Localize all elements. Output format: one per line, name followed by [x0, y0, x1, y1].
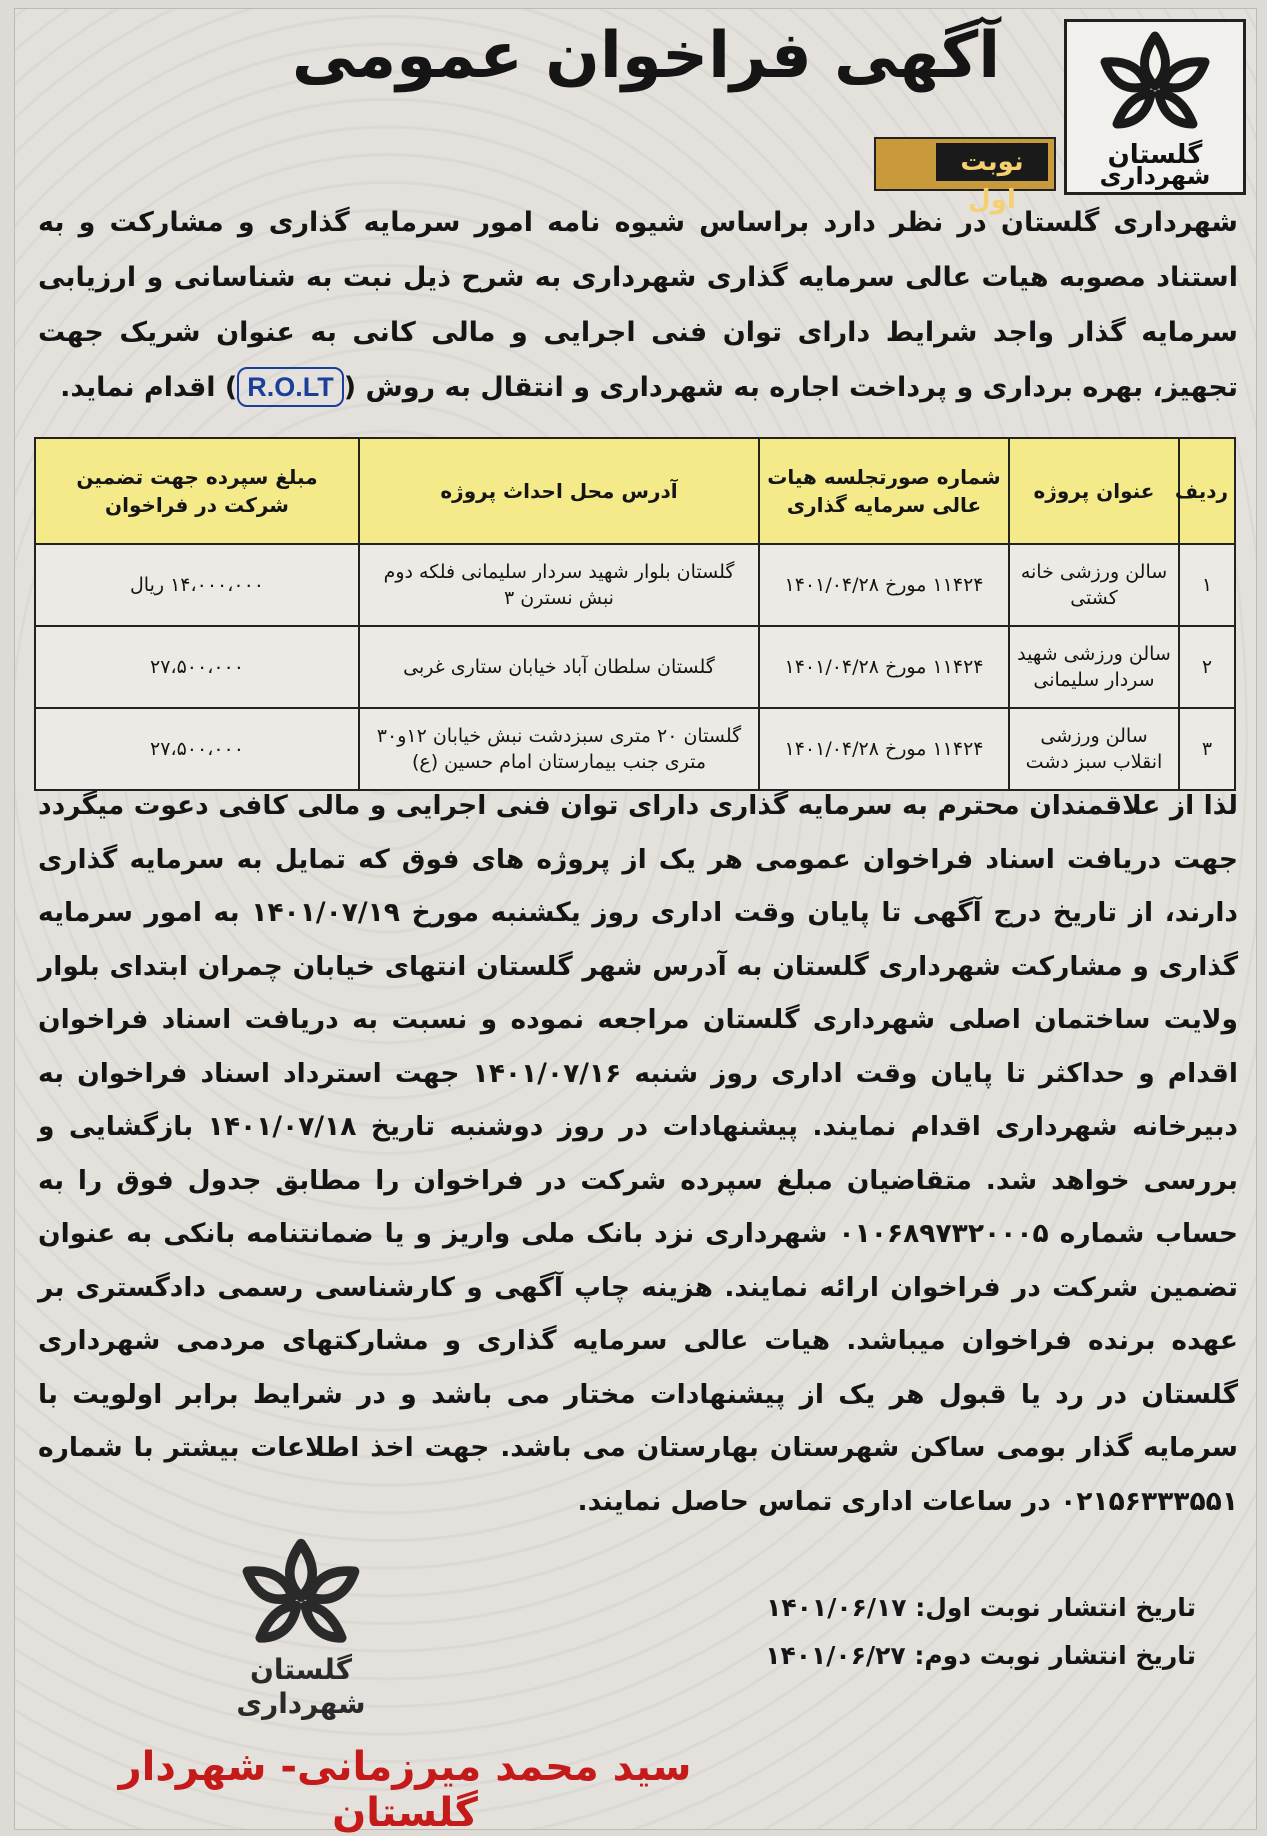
header-minutes: شماره صورتجلسه هیات عالی سرمایه گذاری: [759, 438, 1009, 544]
row-minutes: ۱۱۴۲۴ مورخ ۱۴۰۱/۰۴/۲۸: [759, 708, 1009, 790]
publication-dates: [676, 1584, 1196, 1680]
first-publication-label: تاریخ انتشار نوبت اول:: [915, 1593, 1196, 1622]
header-deposit: مبلغ سپرده جهت تضمین شرکت در فراخوان: [35, 438, 359, 544]
first-publication-date: ۱۴۰۱/۰۶/۱۷: [766, 1593, 907, 1622]
announcement-page: [14, 8, 1257, 1836]
row-address: گلستان ۲۰ متری سبزدشت نبش خیابان ۱۲و۳۰ متری جنب بیمارستان امام حسین (ع): [359, 708, 759, 790]
row-minutes: ۱۱۴۲۴ مورخ ۱۴۰۱/۰۴/۲۸: [759, 626, 1009, 708]
row-index: ۱: [1179, 544, 1235, 626]
row-minutes: ۱۱۴۲۴ مورخ ۱۴۰۱/۰۴/۲۸: [759, 544, 1009, 626]
table-row: [35, 544, 1235, 626]
mayor-signature: [45, 1744, 765, 1836]
row-project: سالن ورزشی خانه کشتی: [1009, 544, 1179, 626]
header-address: آدرس محل احداث پروژه: [359, 438, 759, 544]
footer-flower-logo-icon: [201, 1535, 401, 1655]
first-publication: [676, 1584, 1196, 1632]
footer-logo-text-top: گلستان: [249, 1653, 353, 1686]
logo-text-top: گلستان: [1107, 140, 1203, 170]
intro-paragraph: [38, 195, 1238, 415]
row-deposit: ۲۷،۵۰۰،۰۰۰: [35, 708, 359, 790]
table-header-row: [35, 438, 1235, 544]
municipality-logo: [1064, 19, 1246, 195]
intro-text-after: ) اقدام نماید.: [60, 372, 238, 403]
row-project: سالن ورزشی انقلاب سبز دشت: [1009, 708, 1179, 790]
row-address: گلستان سلطان آباد خیابان ستاری غربی: [359, 626, 759, 708]
rolt-label: R.O.LT: [237, 367, 343, 407]
footer-logo-text-bottom: شهرداری: [236, 1687, 366, 1720]
logo-text-bottom: شهرداری: [1099, 162, 1211, 190]
signature-text: سید محمد میرزمانی- شهردار گلستان: [118, 1744, 692, 1836]
body-paragraph: لذا از علاقمندان محترم به سرمایه گذاری دارای توان فنی اجرایی و مالی کافی دعوت میگردد جهت دریافت اسناد فراخوان عمومی هر یک از پروژه های فوق که تمایل به سرمایه گذاری دارند، از تاریخ درج آگهی تا پایان وقت اداری روز یکشنبه مورخ ۱۴۰۱/۰۷/۱۹ به امور سرمایه گذاری و مشارکت شهرداری گلستان به آدرس شهر گلستان انتهای خیابان چمران ابتدای بلوار ولایت ساختمان اصلی شهرداری گلستان مراجعه نموده و نسبت به دریافت اسناد فراخوان اقدام و حداکثر تا پایان وقت اداری روز شنبه ۱۴۰۱/۰۷/۱۶ جهت استرداد اسناد فراخوان به دبیرخانه شهرداری اقدام نمایند. پیشنهادات در روز دوشنبه تاریخ ۱۴۰۱/۰۷/۱۸ بازگشایی و بررسی خواهد شد. متقاضیان مبلغ سپرده شرکت در فراخوان را مطابق جدول فوق را به حساب شماره ۰۱۰۶۸۹۷۳۲۰۰۰۵ شهرداری نزد بانک ملی واریز و یا ضمانتنامه بانکی به عنوان تضمین شرکت در فراخوان ارائه نمایند. هزینه چاپ آگهی و کارشناسی رسمی دادگستری بر عهده برنده فراخوان میباشد. هیات عالی سرمایه گذاری و مشارکتهای مردمی شهرداری گلستان در رد یا قبول هر یک از پیشنهادات مختار می باشد و در شرایط برابر اولویت با سرمایه گذار بومی ساکن شهرستان بهارستان می باشد. جهت اخذ اطلاعات بیشتر با شماره ۰۲۱۵۶۳۳۳۵۵۱ در ساعات اداری تماس حاصل نمایند.: [38, 790, 1238, 1517]
second-publication-date: ۱۴۰۱/۰۶/۲۷: [765, 1641, 906, 1670]
footer-logo: [201, 1535, 401, 1735]
intro-text-before: شهرداری گلستان در نظر دارد براساس شیوه نامه امور سرمایه گذاری و مشارکت و به استناد مصوبه هیات عالی سرمایه گذاری شهرداری به شرح ذیل نبت به شناسانی و ارزیابی سرمایه گذار واجد شرایط دارای توان فنی اجرایی و مالی کانی به عنوان شریک جهت تجهیز، بهره برداری و پرداخت اجاره به شهرداری و انتقال به روش (: [38, 207, 1238, 403]
second-publication: [676, 1632, 1196, 1680]
table-row: [35, 708, 1235, 790]
table-row: [35, 626, 1235, 708]
second-publication-label: تاریخ انتشار نوبت دوم:: [914, 1641, 1196, 1670]
flower-logo-icon: [1095, 28, 1215, 140]
header-project: عنوان پروژه: [1009, 438, 1179, 544]
row-address: گلستان بلوار شهید سردار سلیمانی فلکه دوم نبش نسترن ۳: [359, 544, 759, 626]
projects-table: [34, 437, 1236, 791]
page-title: آگهی فراخوان عمومی: [291, 19, 1001, 93]
row-index: ۲: [1179, 626, 1235, 708]
row-deposit: ۱۴،۰۰۰،۰۰۰ ریال: [35, 544, 359, 626]
row-project: سالن ورزشی شهید سردار سلیمانی: [1009, 626, 1179, 708]
header-index: ردیف: [1179, 438, 1235, 544]
edition-badge-label: نوبت اول: [936, 143, 1048, 181]
edition-badge: [874, 137, 1056, 215]
row-deposit: ۲۷،۵۰۰،۰۰۰: [35, 626, 359, 708]
row-index: ۳: [1179, 708, 1235, 790]
